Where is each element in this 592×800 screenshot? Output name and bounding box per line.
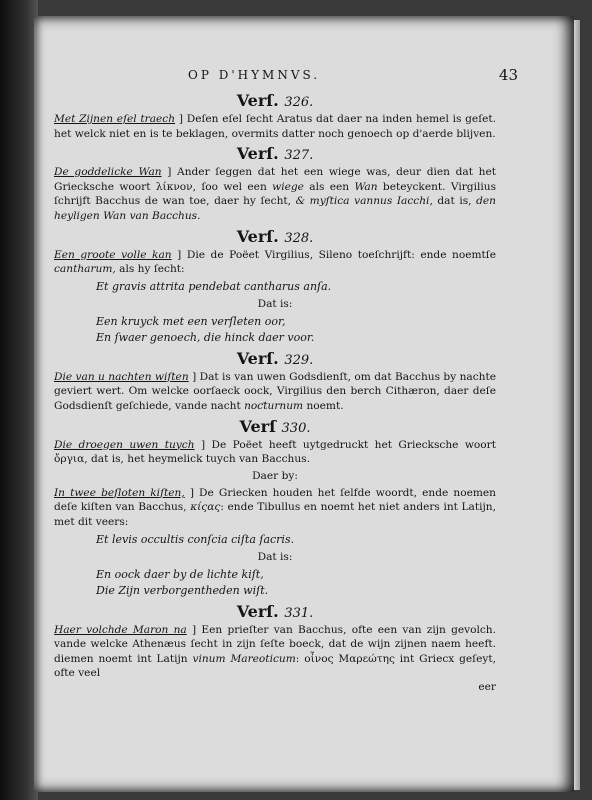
dat-is-label: Dat is:	[257, 550, 293, 563]
catchword: eer	[478, 680, 496, 693]
section-text: Die droegen uwen tuych ] De Poëet heeft uytgedruckt het Griecksche woort ὄργια, dat is, het heymelick tuych van Bacchus.	[54, 438, 496, 466]
page-number: 43	[498, 66, 518, 84]
latin-quote: Et gravis attrita pendebat cantharus anſa.	[96, 279, 332, 293]
section-text: Een groote volle kan ] Die de Poëet Virgilius, Sileno toeſchrijft: ende noemtſe cantharum, als hy ſecht:	[54, 248, 496, 276]
running-head-title: OP D'HYMNVS.	[188, 68, 321, 82]
page-text	[54, 66, 518, 693]
verse-translation: Een kruyck met een verſleten oor, En ſwaer genoech, die hinck daer voor.	[96, 314, 315, 344]
lemma: De goddelicke Wan	[54, 166, 162, 179]
daer-by-label: Daer by:	[252, 469, 298, 482]
lemma: Die droegen uwen tuych	[54, 438, 195, 451]
lemma: In twee beſloten kiſten,	[54, 486, 185, 499]
section-text: Met Zijnen eſel traech ] Deſen eſel ſecht Aratus dat daer na inden hemel is geſet. het welck niet en is te beklagen, overmits datter noch genoech op d'aerde blijven.	[54, 113, 497, 140]
section-heading: Verſ. 326.	[236, 91, 314, 110]
lemma: Die van u nachten wiſten	[54, 370, 189, 383]
dat-is-label: Dat is:	[257, 297, 293, 310]
section-heading: Verſ. 327.	[236, 144, 314, 164]
lemma: Haer volchde Maron na	[54, 623, 187, 636]
running-head	[54, 66, 518, 88]
section-heading: Verſ. 329.	[236, 348, 314, 368]
lemma: Met Zijnen eſel traech	[54, 113, 176, 125]
latin-quote: Et levis occultis conſcia ciſta ſacris.	[96, 532, 295, 546]
verse-translation: En oock daer by de lichte kiſt, Die Zijn verborgentheden wiſt.	[96, 567, 269, 597]
section-text: De goddelicke Wan ] Ander ſeggen dat het een wiege was, deur dien dat het Griecksche woort λίκνον, ſoo wel een wiege als een Wan beteyckent. Virgilius ſchrijft Bacchus de wan toe, daer hy ſecht, & myſtica vannus Iacchi, dat is, den heyligen Wan van Bacchus.	[54, 166, 497, 222]
book-gutter-shadow	[0, 0, 38, 800]
section-text: Haer volchde Maron na ] Een prieſter van Bacchus, ofte een van zijn gevolch. vande welcke Athenæus ſecht in zijn ſeſte boeck, dat de wijn zijnen naem heeft. diemen noemt int Latijn vinum Mareoticum: οἶνος Μαρεώτης int Griecx geſeyt, ofte veel	[54, 623, 496, 680]
lemma: Een groote volle kan	[54, 248, 172, 261]
section-heading: Verſ. 331.	[236, 601, 314, 621]
section-text: Die van u nachten wiſten ] Dat is van uwen Godsdienſt, om dat Bacchus by nachte geviert wert. Om welcke oorſaeck oock, Virgilius den berch Cithæron, daer deſe Godsdienſt geſchiede, vande nacht noƈturnum noemt.	[54, 370, 497, 412]
section-heading: Verſ 330.	[239, 416, 311, 436]
section-text: In twee beſloten kiſten, ] De Griecken houden het ſelfde woordt, ende noemen deſe kiſten van Bacchus, κίςας: ende Tibullus en noemt het niet anders int Latijn, met dit veers:	[54, 486, 496, 528]
section-heading: Verſ. 328.	[236, 226, 314, 246]
